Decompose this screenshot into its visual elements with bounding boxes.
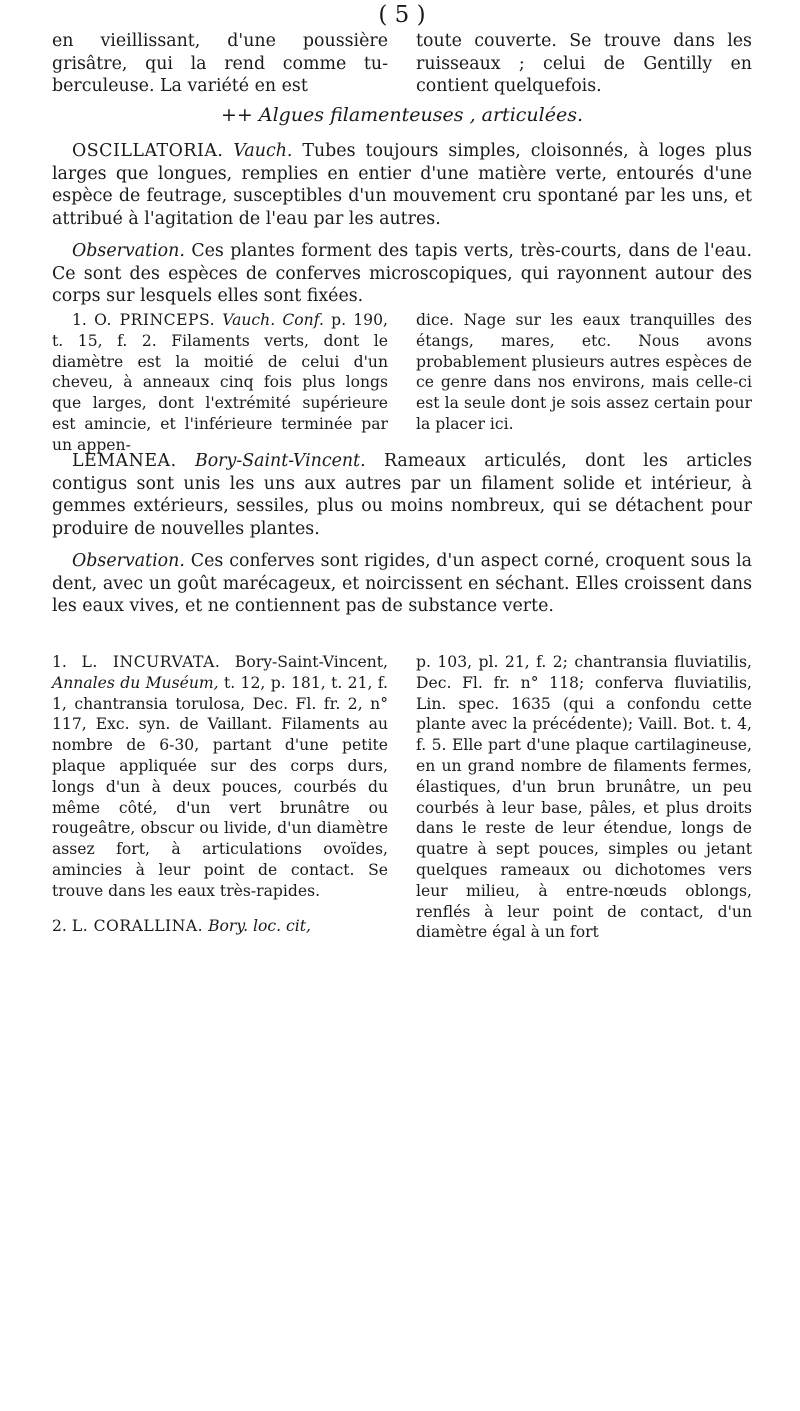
page-number: ( 5 ) bbox=[378, 2, 426, 28]
observation-paragraph bbox=[52, 550, 752, 618]
footnote-number: 1. bbox=[72, 311, 87, 329]
section-title: Algues filamenteuses , articulées. bbox=[258, 104, 584, 126]
footnote-right-column: dice. Nage sur les eaux tranquilles des étangs, mares, etc. Nous avons probablement plusieurs autres espèces de ce genre dans nos environs, mais celle-ci est la seule dont je sois assez certain pour la placer ici. bbox=[416, 311, 752, 433]
oscillatoria-description bbox=[52, 140, 752, 230]
book-page bbox=[52, 0, 752, 1411]
species-name: L. INCURVATA. bbox=[81, 653, 221, 671]
intro-left-column: en vieillissant, d'une poussière grisâtre, qui la rend comme tu- berculeuse. La variété en est bbox=[52, 31, 388, 97]
species-reference: Bory. loc. cit, bbox=[208, 916, 311, 935]
footnote-number: 2. bbox=[52, 916, 67, 935]
genus-text: Tubes toujours simples, cloisonnés, à loges plus larges que longues, remplies en entier d'une matière verte, entourés d'une espèce de feutrage, susceptibles d'un mouvement cru spontané par les uns, et attribué à l'agitation de l'eau par les autres. bbox=[52, 141, 753, 229]
observation-text: Ces plantes forment des tapis verts, très-courts, dans de l'eau. Ce sont des espèces de conferves microscopiques, qui rayonnent autour des corps sur lesquels elles sont fixées. bbox=[52, 241, 753, 307]
species-text: p. 190, t. 15, f. 2. Filaments verts, dont le diamètre est la moitié de celui d'un cheveu, à anneaux cinq fois plus longs que larges, dont l'extrémité supérieure est amincie, et l'inférieure terminée par un appen- bbox=[52, 311, 388, 454]
footnote-princeps bbox=[52, 310, 752, 456]
footnote-number: 1. bbox=[52, 653, 67, 671]
species-name: O. PRINCEPS. bbox=[94, 311, 216, 329]
footnote-right-column: p. 103, pl. 21, f. 2; chantransia fluviatilis, Dec. Fl. fr. n° 118; conferva fluviatilis, Lin. spec. 1635 (qui a confondu cette plante avec la précédente); Vaill. Bot. t. 4, f. 5. Elle part d'une plaque cartilagineuse, en un grand nombre de filaments fermes, élastiques, d'un brun brunâtre, un peu courbés à leur base, pâles, et plus droits dans le reste de leur étendue, longs de quatre à sept pouces, simples ou jetant quelques rameaux ou dichotomes vers leur milieu, à entre-nœuds oblongs, renflés à leur point de contact, d'un diamètre égal à un fort bbox=[416, 653, 752, 942]
section-marker: ++ bbox=[220, 104, 253, 126]
section-heading bbox=[52, 104, 752, 126]
genus-name: OSCILLATORIA. bbox=[72, 141, 224, 161]
genus-author: Vauch. bbox=[233, 141, 293, 161]
species-text: t. 12, p. 181, t. 21, f. 1, chantransia torulosa, Dec. Fl. fr. 2, n° 117, Exc. syn. de Vaillant. Filaments au nombre de 6-30, partant d'une petite plaque appliquée sur des corps durs, longs d'un à deux pouces, courbés du même côté, d'un vert brunâtre ou rougeâtre, obscur ou livide, d'un diamètre assez fort, à articulations ovoïdes, amincies à leur point de contact. Se trouve dans les eaux très-rapides. bbox=[52, 673, 388, 900]
lemanea-description bbox=[52, 450, 752, 540]
species-author: Bory-Saint-Vincent, bbox=[234, 653, 388, 671]
intro-paragraph bbox=[52, 30, 752, 98]
observation-paragraph bbox=[52, 240, 752, 308]
observation-text: Ces conferves sont rigides, d'un aspect corné, croquent sous la dent, avec un goût marécageux, et noircissent en séchant. Elles croissent dans les eaux vives, et ne contiennent pas de substance verte. bbox=[52, 551, 752, 617]
observation-label: Observation. bbox=[72, 241, 185, 261]
observation-label: Observation. bbox=[72, 551, 185, 571]
genus-text: Rameaux articulés, dont les articles contigus sont unis les uns aux autres par un filament solide et intérieur, à gemmes extérieurs, sessiles, plus ou moins nombreux, qui se détachent pour produire de nouvelles plantes. bbox=[52, 451, 753, 539]
genus-name: LEMANEA. bbox=[72, 451, 177, 471]
species-reference: Vauch. Conf. bbox=[222, 311, 324, 329]
footnote-left-column bbox=[52, 310, 388, 456]
genus-author: Bory-Saint-Vincent. bbox=[194, 451, 366, 471]
footnote-corallina bbox=[52, 916, 388, 937]
species-reference: Annales du Muséum, bbox=[52, 673, 219, 692]
species-name: L. CORALLINA. bbox=[71, 916, 204, 935]
footnotes-lemanea bbox=[52, 652, 752, 943]
intro-right-column: toute couverte. Se trouve dans les ruisseaux ; celui de Gentilly en contient quelquefois. bbox=[416, 31, 752, 97]
footnote-incurvata bbox=[52, 652, 388, 902]
footnote-left-column bbox=[52, 652, 388, 943]
